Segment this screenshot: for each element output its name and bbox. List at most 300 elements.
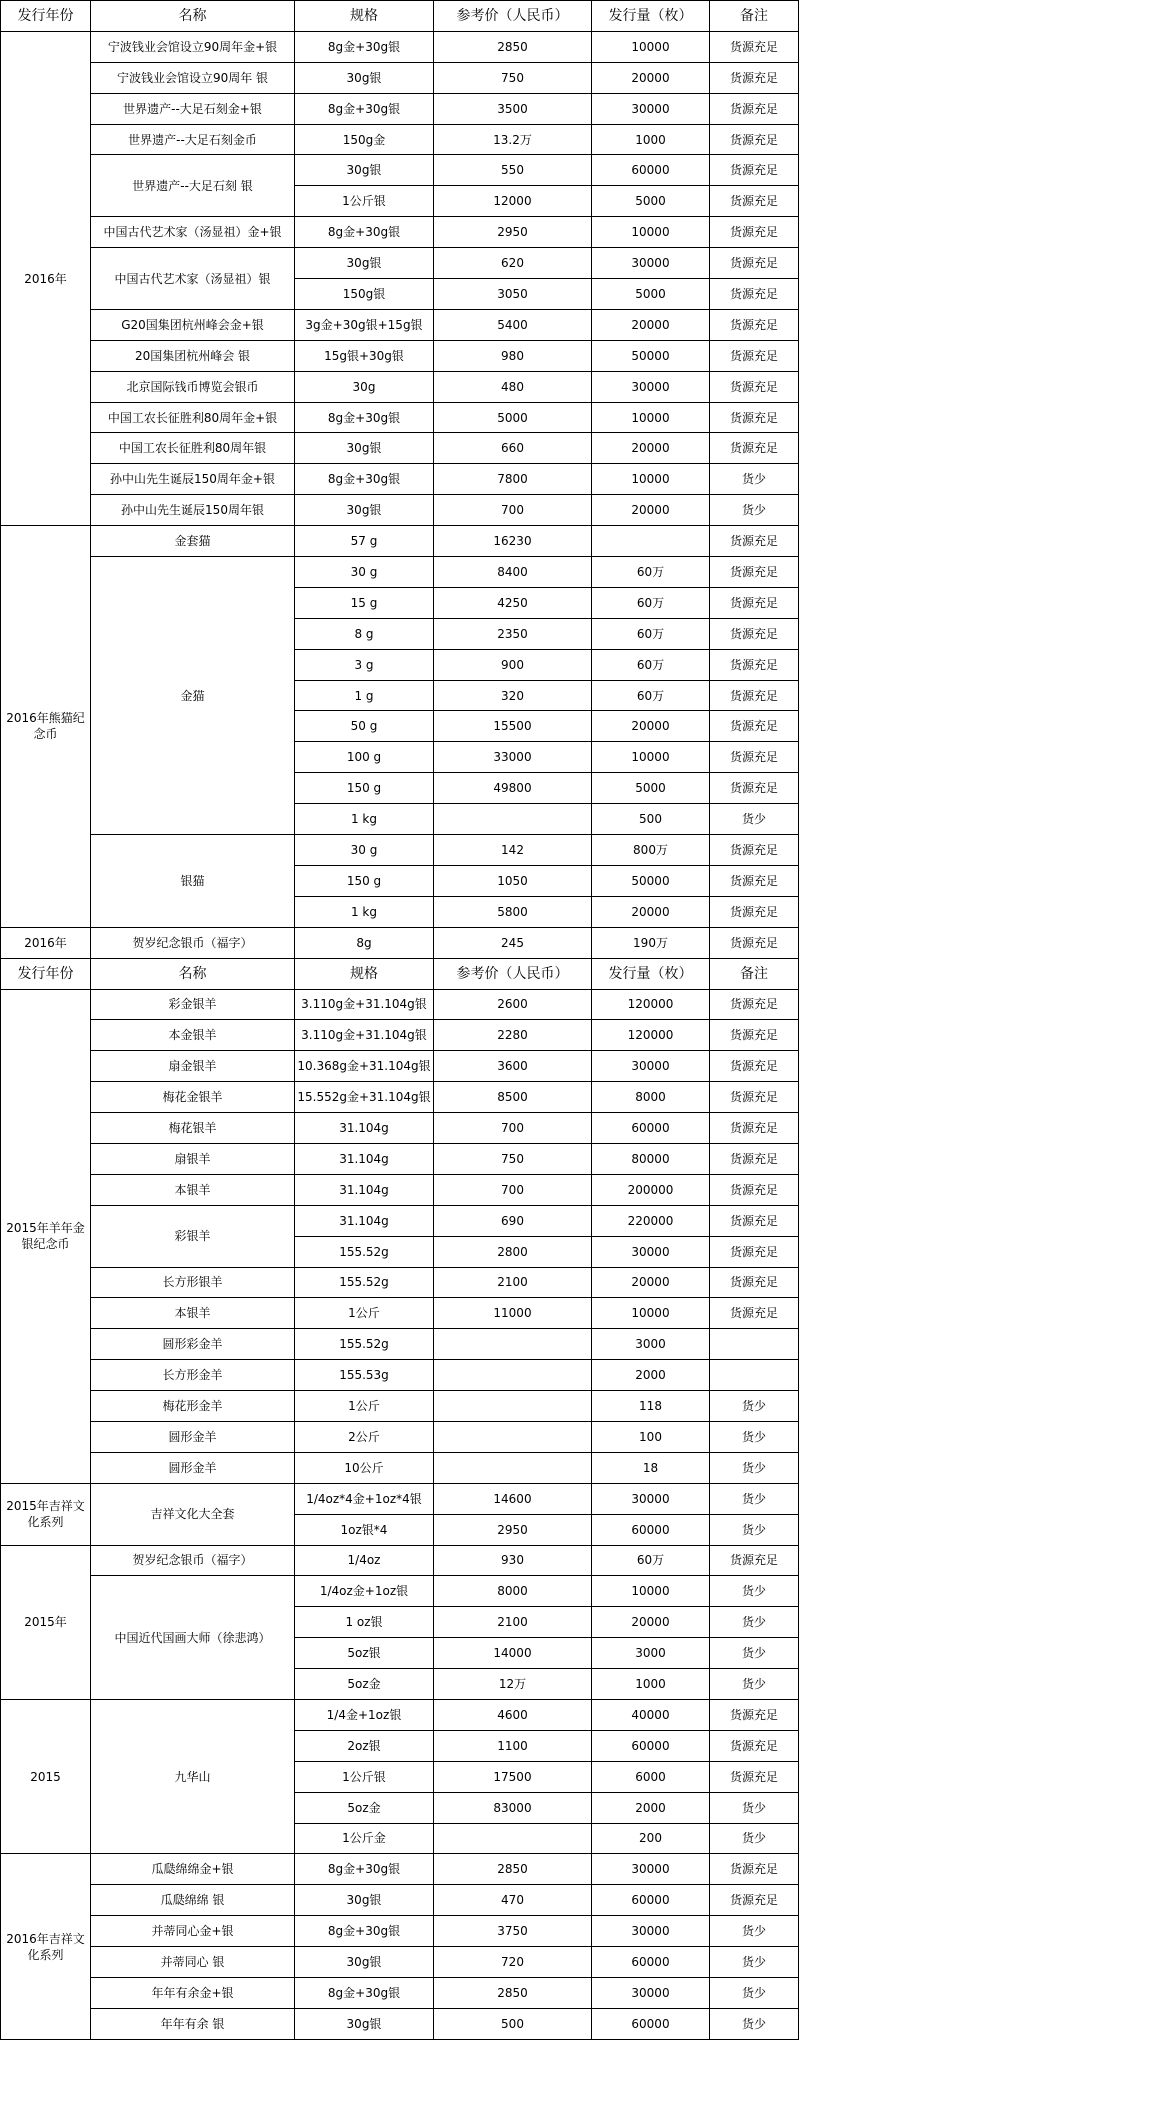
price-cell: 33000 — [434, 742, 592, 773]
remark-cell: 货源充足 — [710, 557, 799, 588]
quantity-cell: 118 — [592, 1391, 710, 1422]
remark-cell: 货源充足 — [710, 989, 799, 1020]
remark-cell: 货少 — [710, 2008, 799, 2039]
remark-cell: 货源充足 — [710, 248, 799, 279]
table-row — [1, 31, 799, 62]
remark-cell: 货少 — [710, 1638, 799, 1669]
quantity-cell: 3000 — [592, 1638, 710, 1669]
table-row — [1, 1978, 799, 2009]
coin-name-cell: 贺岁纪念银币（福字） — [91, 1545, 295, 1576]
price-cell: 8000 — [434, 1576, 592, 1607]
coin-name-cell: 世界遗产--大足石刻 银 — [91, 155, 295, 217]
quantity-cell: 10000 — [592, 1298, 710, 1329]
coin-name-cell: 梅花金银羊 — [91, 1082, 295, 1113]
price-cell: 3050 — [434, 279, 592, 310]
remark-cell: 货少 — [710, 1576, 799, 1607]
table-row — [1, 1854, 799, 1885]
coin-name-cell: 本银羊 — [91, 1174, 295, 1205]
spec-cell: 1 kg — [295, 896, 434, 927]
price-cell — [434, 804, 592, 835]
header-remark: 备注 — [710, 958, 799, 989]
header-row — [1, 1, 799, 32]
price-cell: 17500 — [434, 1761, 592, 1792]
table-row — [1, 155, 799, 186]
spec-cell: 30 g — [295, 557, 434, 588]
table-row — [1, 1576, 799, 1607]
table-row — [1, 1545, 799, 1576]
remark-cell: 货源充足 — [710, 62, 799, 93]
quantity-cell: 5000 — [592, 773, 710, 804]
table-row — [1, 1020, 799, 1051]
price-cell: 2800 — [434, 1236, 592, 1267]
remark-cell: 货少 — [710, 495, 799, 526]
price-cell: 14600 — [434, 1483, 592, 1514]
spec-cell: 150g金 — [295, 124, 434, 155]
price-cell: 5800 — [434, 896, 592, 927]
spec-cell: 30 g — [295, 835, 434, 866]
remark-cell: 货源充足 — [710, 402, 799, 433]
spec-cell: 1公斤 — [295, 1391, 434, 1422]
quantity-cell: 5000 — [592, 279, 710, 310]
quantity-cell: 10000 — [592, 1576, 710, 1607]
spec-cell: 15g银+30g银 — [295, 340, 434, 371]
spec-cell: 50 g — [295, 711, 434, 742]
price-cell: 980 — [434, 340, 592, 371]
remark-cell: 货源充足 — [710, 927, 799, 958]
table-row — [1, 1329, 799, 1360]
quantity-cell: 30000 — [592, 371, 710, 402]
issue-year-cell: 2016年 — [1, 927, 91, 958]
quantity-cell: 30000 — [592, 248, 710, 279]
coin-name-cell: 九华山 — [91, 1699, 295, 1853]
remark-cell: 货源充足 — [710, 93, 799, 124]
coin-name-cell: 彩银羊 — [91, 1205, 295, 1267]
coin-name-cell: 圆形金羊 — [91, 1421, 295, 1452]
spec-cell: 31.104g — [295, 1113, 434, 1144]
remark-cell: 货源充足 — [710, 526, 799, 557]
quantity-cell: 50000 — [592, 340, 710, 371]
spec-cell: 3.110g金+31.104g银 — [295, 989, 434, 1020]
table-row — [1, 464, 799, 495]
quantity-cell: 60000 — [592, 1885, 710, 1916]
coin-name-cell: 世界遗产--大足石刻金币 — [91, 124, 295, 155]
spec-cell: 155.52g — [295, 1329, 434, 1360]
quantity-cell: 190万 — [592, 927, 710, 958]
remark-cell: 货少 — [710, 1916, 799, 1947]
coin-name-cell: 圆形彩金羊 — [91, 1329, 295, 1360]
coin-name-cell: 圆形金羊 — [91, 1452, 295, 1483]
price-cell: 7800 — [434, 464, 592, 495]
coin-name-cell: 瓜瓞绵绵 银 — [91, 1885, 295, 1916]
spec-cell: 15 g — [295, 587, 434, 618]
spec-cell: 100 g — [295, 742, 434, 773]
spec-cell: 2oz银 — [295, 1730, 434, 1761]
quantity-cell: 30000 — [592, 1916, 710, 1947]
price-cell: 49800 — [434, 773, 592, 804]
coin-name-cell: 中国近代国画大师（徐悲鸿） — [91, 1576, 295, 1700]
price-cell: 750 — [434, 62, 592, 93]
price-cell: 930 — [434, 1545, 592, 1576]
table-row — [1, 927, 799, 958]
table-row — [1, 1267, 799, 1298]
remark-cell: 货源充足 — [710, 1051, 799, 1082]
remark-cell: 货少 — [710, 1823, 799, 1854]
remark-cell: 货源充足 — [710, 1020, 799, 1051]
price-cell: 700 — [434, 1113, 592, 1144]
quantity-cell: 10000 — [592, 31, 710, 62]
price-cell: 5000 — [434, 402, 592, 433]
price-cell: 12000 — [434, 186, 592, 217]
table-row — [1, 248, 799, 279]
price-cell: 750 — [434, 1143, 592, 1174]
coin-name-cell: 本银羊 — [91, 1298, 295, 1329]
price-cell: 320 — [434, 680, 592, 711]
table-row — [1, 371, 799, 402]
price-cell: 13.2万 — [434, 124, 592, 155]
table-row — [1, 1947, 799, 1978]
spec-cell: 2公斤 — [295, 1421, 434, 1452]
table-row — [1, 557, 799, 588]
quantity-cell: 10000 — [592, 464, 710, 495]
quantity-cell: 60000 — [592, 1514, 710, 1545]
price-cell: 142 — [434, 835, 592, 866]
price-cell: 83000 — [434, 1792, 592, 1823]
spec-cell: 8g金+30g银 — [295, 31, 434, 62]
remark-cell: 货少 — [710, 1391, 799, 1422]
spec-cell: 1/4oz金+1oz银 — [295, 1576, 434, 1607]
spec-cell: 31.104g — [295, 1205, 434, 1236]
price-cell: 1050 — [434, 865, 592, 896]
quantity-cell: 10000 — [592, 217, 710, 248]
table-row — [1, 1143, 799, 1174]
price-cell: 3600 — [434, 1051, 592, 1082]
spec-cell: 150 g — [295, 773, 434, 804]
coin-name-cell: 孙中山先生诞辰150周年银 — [91, 495, 295, 526]
header-spec: 规格 — [295, 1, 434, 32]
spec-cell: 1/4oz — [295, 1545, 434, 1576]
table-row — [1, 1885, 799, 1916]
remark-cell: 货少 — [710, 1452, 799, 1483]
coin-name-cell: G20国集团杭州峰会金+银 — [91, 309, 295, 340]
remark-cell: 货源充足 — [710, 433, 799, 464]
price-cell: 2350 — [434, 618, 592, 649]
spec-cell: 1公斤 — [295, 1298, 434, 1329]
coin-name-cell: 宁波钱业会馆设立90周年 银 — [91, 62, 295, 93]
remark-cell: 货源充足 — [710, 587, 799, 618]
quantity-cell: 2000 — [592, 1792, 710, 1823]
price-cell: 245 — [434, 927, 592, 958]
spec-cell: 30g银 — [295, 433, 434, 464]
price-cell: 4600 — [434, 1699, 592, 1730]
remark-cell: 货源充足 — [710, 1885, 799, 1916]
spec-cell: 1 g — [295, 680, 434, 711]
spec-cell: 1公斤金 — [295, 1823, 434, 1854]
coin-name-cell: 扇银羊 — [91, 1143, 295, 1174]
price-cell: 2950 — [434, 1514, 592, 1545]
quantity-cell: 1000 — [592, 124, 710, 155]
coin-name-cell: 中国古代艺术家（汤显祖）银 — [91, 248, 295, 310]
spec-cell: 57 g — [295, 526, 434, 557]
coin-name-cell: 并蒂同心金+银 — [91, 1916, 295, 1947]
quantity-cell: 30000 — [592, 1236, 710, 1267]
remark-cell: 货少 — [710, 1792, 799, 1823]
quantity-cell: 30000 — [592, 93, 710, 124]
quantity-cell: 60000 — [592, 155, 710, 186]
price-cell: 2850 — [434, 1854, 592, 1885]
price-cell: 700 — [434, 1174, 592, 1205]
price-cell: 2100 — [434, 1607, 592, 1638]
price-cell — [434, 1421, 592, 1452]
quantity-cell: 800万 — [592, 835, 710, 866]
remark-cell: 货源充足 — [710, 1082, 799, 1113]
issue-year-cell: 2016年 — [1, 31, 91, 525]
price-cell: 8500 — [434, 1082, 592, 1113]
price-cell: 900 — [434, 649, 592, 680]
table-row — [1, 93, 799, 124]
price-cell: 2280 — [434, 1020, 592, 1051]
coin-name-cell: 中国工农长征胜利80周年金+银 — [91, 402, 295, 433]
quantity-cell: 20000 — [592, 896, 710, 927]
quantity-cell: 60万 — [592, 587, 710, 618]
price-cell: 660 — [434, 433, 592, 464]
spec-cell: 8g金+30g银 — [295, 1854, 434, 1885]
price-cell: 2100 — [434, 1267, 592, 1298]
issue-year-cell: 2016年吉祥文化系列 — [1, 1854, 91, 2039]
coin-name-cell: 长方形金羊 — [91, 1360, 295, 1391]
quantity-cell: 60000 — [592, 2008, 710, 2039]
table-row — [1, 1113, 799, 1144]
table-row — [1, 1452, 799, 1483]
price-cell: 8400 — [434, 557, 592, 588]
issue-year-cell: 2015年吉祥文化系列 — [1, 1483, 91, 1545]
remark-cell: 货源充足 — [710, 309, 799, 340]
quantity-cell: 60万 — [592, 649, 710, 680]
remark-cell: 货源充足 — [710, 1761, 799, 1792]
spec-cell: 3.110g金+31.104g银 — [295, 1020, 434, 1051]
table-row — [1, 1483, 799, 1514]
remark-cell: 货源充足 — [710, 124, 799, 155]
spec-cell: 8g金+30g银 — [295, 402, 434, 433]
table-row — [1, 124, 799, 155]
remark-cell: 货源充足 — [710, 1113, 799, 1144]
quantity-cell: 20000 — [592, 1267, 710, 1298]
remark-cell: 货源充足 — [710, 773, 799, 804]
price-cell: 550 — [434, 155, 592, 186]
coin-name-cell: 年年有余金+银 — [91, 1978, 295, 2009]
spec-cell: 3g金+30g银+15g银 — [295, 309, 434, 340]
remark-cell: 货源充足 — [710, 279, 799, 310]
remark-cell: 货源充足 — [710, 1267, 799, 1298]
table-body — [1, 1, 799, 2040]
quantity-cell: 200000 — [592, 1174, 710, 1205]
spec-cell: 1/4金+1oz银 — [295, 1699, 434, 1730]
quantity-cell: 30000 — [592, 1483, 710, 1514]
spec-cell: 155.52g — [295, 1236, 434, 1267]
quantity-cell: 120000 — [592, 989, 710, 1020]
table-row — [1, 62, 799, 93]
spec-cell: 8 g — [295, 618, 434, 649]
price-cell — [434, 1391, 592, 1422]
remark-cell: 货源充足 — [710, 1174, 799, 1205]
spec-cell: 155.53g — [295, 1360, 434, 1391]
header-year: 发行年份 — [1, 1, 91, 32]
spec-cell: 8g金+30g银 — [295, 93, 434, 124]
spec-cell: 5oz银 — [295, 1638, 434, 1669]
spec-cell: 1公斤银 — [295, 186, 434, 217]
spec-cell: 8g金+30g银 — [295, 464, 434, 495]
price-cell: 15500 — [434, 711, 592, 742]
quantity-cell: 500 — [592, 804, 710, 835]
price-cell: 2950 — [434, 217, 592, 248]
spec-cell: 30g银 — [295, 62, 434, 93]
spec-cell: 1/4oz*4金+1oz*4银 — [295, 1483, 434, 1514]
price-cell: 620 — [434, 248, 592, 279]
price-cell: 12万 — [434, 1669, 592, 1700]
remark-cell: 货源充足 — [710, 896, 799, 927]
coin-name-cell: 孙中山先生诞辰150周年金+银 — [91, 464, 295, 495]
quantity-cell: 1000 — [592, 1669, 710, 1700]
table-row — [1, 989, 799, 1020]
price-cell: 2850 — [434, 1978, 592, 2009]
header-quantity: 发行量（枚） — [592, 1, 710, 32]
table-row — [1, 433, 799, 464]
remark-cell: 货源充足 — [710, 31, 799, 62]
remark-cell: 货源充足 — [710, 1545, 799, 1576]
remark-cell: 货源充足 — [710, 1298, 799, 1329]
quantity-cell: 60000 — [592, 1113, 710, 1144]
spec-cell: 150g银 — [295, 279, 434, 310]
coin-name-cell: 梅花银羊 — [91, 1113, 295, 1144]
spec-cell: 8g金+30g银 — [295, 217, 434, 248]
remark-cell: 货少 — [710, 1947, 799, 1978]
quantity-cell: 40000 — [592, 1699, 710, 1730]
quantity-cell: 3000 — [592, 1329, 710, 1360]
spec-cell: 10.368g金+31.104g银 — [295, 1051, 434, 1082]
coin-name-cell: 金猫 — [91, 557, 295, 835]
coin-name-cell: 中国古代艺术家（汤显祖）金+银 — [91, 217, 295, 248]
spec-cell: 30g银 — [295, 248, 434, 279]
spec-cell: 8g金+30g银 — [295, 1916, 434, 1947]
coin-name-cell: 长方形银羊 — [91, 1267, 295, 1298]
remark-cell: 货源充足 — [710, 1730, 799, 1761]
quantity-cell: 8000 — [592, 1082, 710, 1113]
spec-cell: 30g银 — [295, 1885, 434, 1916]
coin-name-cell: 20国集团杭州峰会 银 — [91, 340, 295, 371]
quantity-cell: 10000 — [592, 402, 710, 433]
coin-name-cell: 梅花形金羊 — [91, 1391, 295, 1422]
price-cell: 16230 — [434, 526, 592, 557]
quantity-cell: 10000 — [592, 742, 710, 773]
coin-name-cell: 本金银羊 — [91, 1020, 295, 1051]
issue-year-cell: 2016年熊猫纪念币 — [1, 526, 91, 928]
price-cell: 700 — [434, 495, 592, 526]
remark-cell: 货少 — [710, 804, 799, 835]
remark-cell: 货源充足 — [710, 1205, 799, 1236]
table-row — [1, 1082, 799, 1113]
remark-cell: 货源充足 — [710, 1236, 799, 1267]
price-cell: 11000 — [434, 1298, 592, 1329]
coin-name-cell: 扇金银羊 — [91, 1051, 295, 1082]
spec-cell: 5oz金 — [295, 1792, 434, 1823]
price-cell: 500 — [434, 2008, 592, 2039]
quantity-cell: 20000 — [592, 309, 710, 340]
spec-cell: 155.52g — [295, 1267, 434, 1298]
table-row — [1, 309, 799, 340]
quantity-cell: 30000 — [592, 1051, 710, 1082]
remark-cell: 货源充足 — [710, 618, 799, 649]
remark-cell — [710, 1329, 799, 1360]
price-cell: 2850 — [434, 31, 592, 62]
coin-name-cell: 吉祥文化大全套 — [91, 1483, 295, 1545]
price-cell: 4250 — [434, 587, 592, 618]
quantity-cell: 60万 — [592, 1545, 710, 1576]
coin-name-cell: 贺岁纪念银币（福字） — [91, 927, 295, 958]
remark-cell: 货少 — [710, 1421, 799, 1452]
remark-cell: 货少 — [710, 1978, 799, 2009]
header-year: 发行年份 — [1, 958, 91, 989]
spec-cell: 10公斤 — [295, 1452, 434, 1483]
spec-cell: 1oz银*4 — [295, 1514, 434, 1545]
remark-cell — [710, 1360, 799, 1391]
spec-cell: 8g — [295, 927, 434, 958]
quantity-cell: 30000 — [592, 1854, 710, 1885]
price-cell — [434, 1452, 592, 1483]
quantity-cell — [592, 526, 710, 557]
remark-cell: 货源充足 — [710, 835, 799, 866]
table-row — [1, 340, 799, 371]
issue-year-cell: 2015年 — [1, 1545, 91, 1699]
remark-cell: 货源充足 — [710, 680, 799, 711]
quantity-cell: 200 — [592, 1823, 710, 1854]
quantity-cell: 18 — [592, 1452, 710, 1483]
quantity-cell: 5000 — [592, 186, 710, 217]
remark-cell: 货少 — [710, 1669, 799, 1700]
quantity-cell: 30000 — [592, 1978, 710, 2009]
spec-cell: 1 oz银 — [295, 1607, 434, 1638]
price-cell: 690 — [434, 1205, 592, 1236]
table-row — [1, 495, 799, 526]
table-row — [1, 217, 799, 248]
table-row — [1, 835, 799, 866]
table-row — [1, 1360, 799, 1391]
remark-cell: 货少 — [710, 1483, 799, 1514]
remark-cell: 货源充足 — [710, 1854, 799, 1885]
spec-cell: 31.104g — [295, 1143, 434, 1174]
header-remark: 备注 — [710, 1, 799, 32]
remark-cell: 货源充足 — [710, 1699, 799, 1730]
quantity-cell: 60万 — [592, 618, 710, 649]
remark-cell: 货源充足 — [710, 371, 799, 402]
price-cell: 480 — [434, 371, 592, 402]
price-cell: 720 — [434, 1947, 592, 1978]
table-row — [1, 1391, 799, 1422]
table-row — [1, 2008, 799, 2039]
coin-name-cell: 并蒂同心 银 — [91, 1947, 295, 1978]
quantity-cell: 60万 — [592, 680, 710, 711]
price-cell — [434, 1823, 592, 1854]
table-row — [1, 1051, 799, 1082]
remark-cell: 货源充足 — [710, 649, 799, 680]
remark-cell: 货源充足 — [710, 1143, 799, 1174]
coin-name-cell: 金套猫 — [91, 526, 295, 557]
spec-cell: 8g金+30g银 — [295, 1978, 434, 2009]
remark-cell: 货少 — [710, 464, 799, 495]
coin-name-cell: 中国工农长征胜利80周年银 — [91, 433, 295, 464]
table-row — [1, 526, 799, 557]
table-row — [1, 1205, 799, 1236]
quantity-cell: 220000 — [592, 1205, 710, 1236]
spec-cell: 5oz金 — [295, 1669, 434, 1700]
